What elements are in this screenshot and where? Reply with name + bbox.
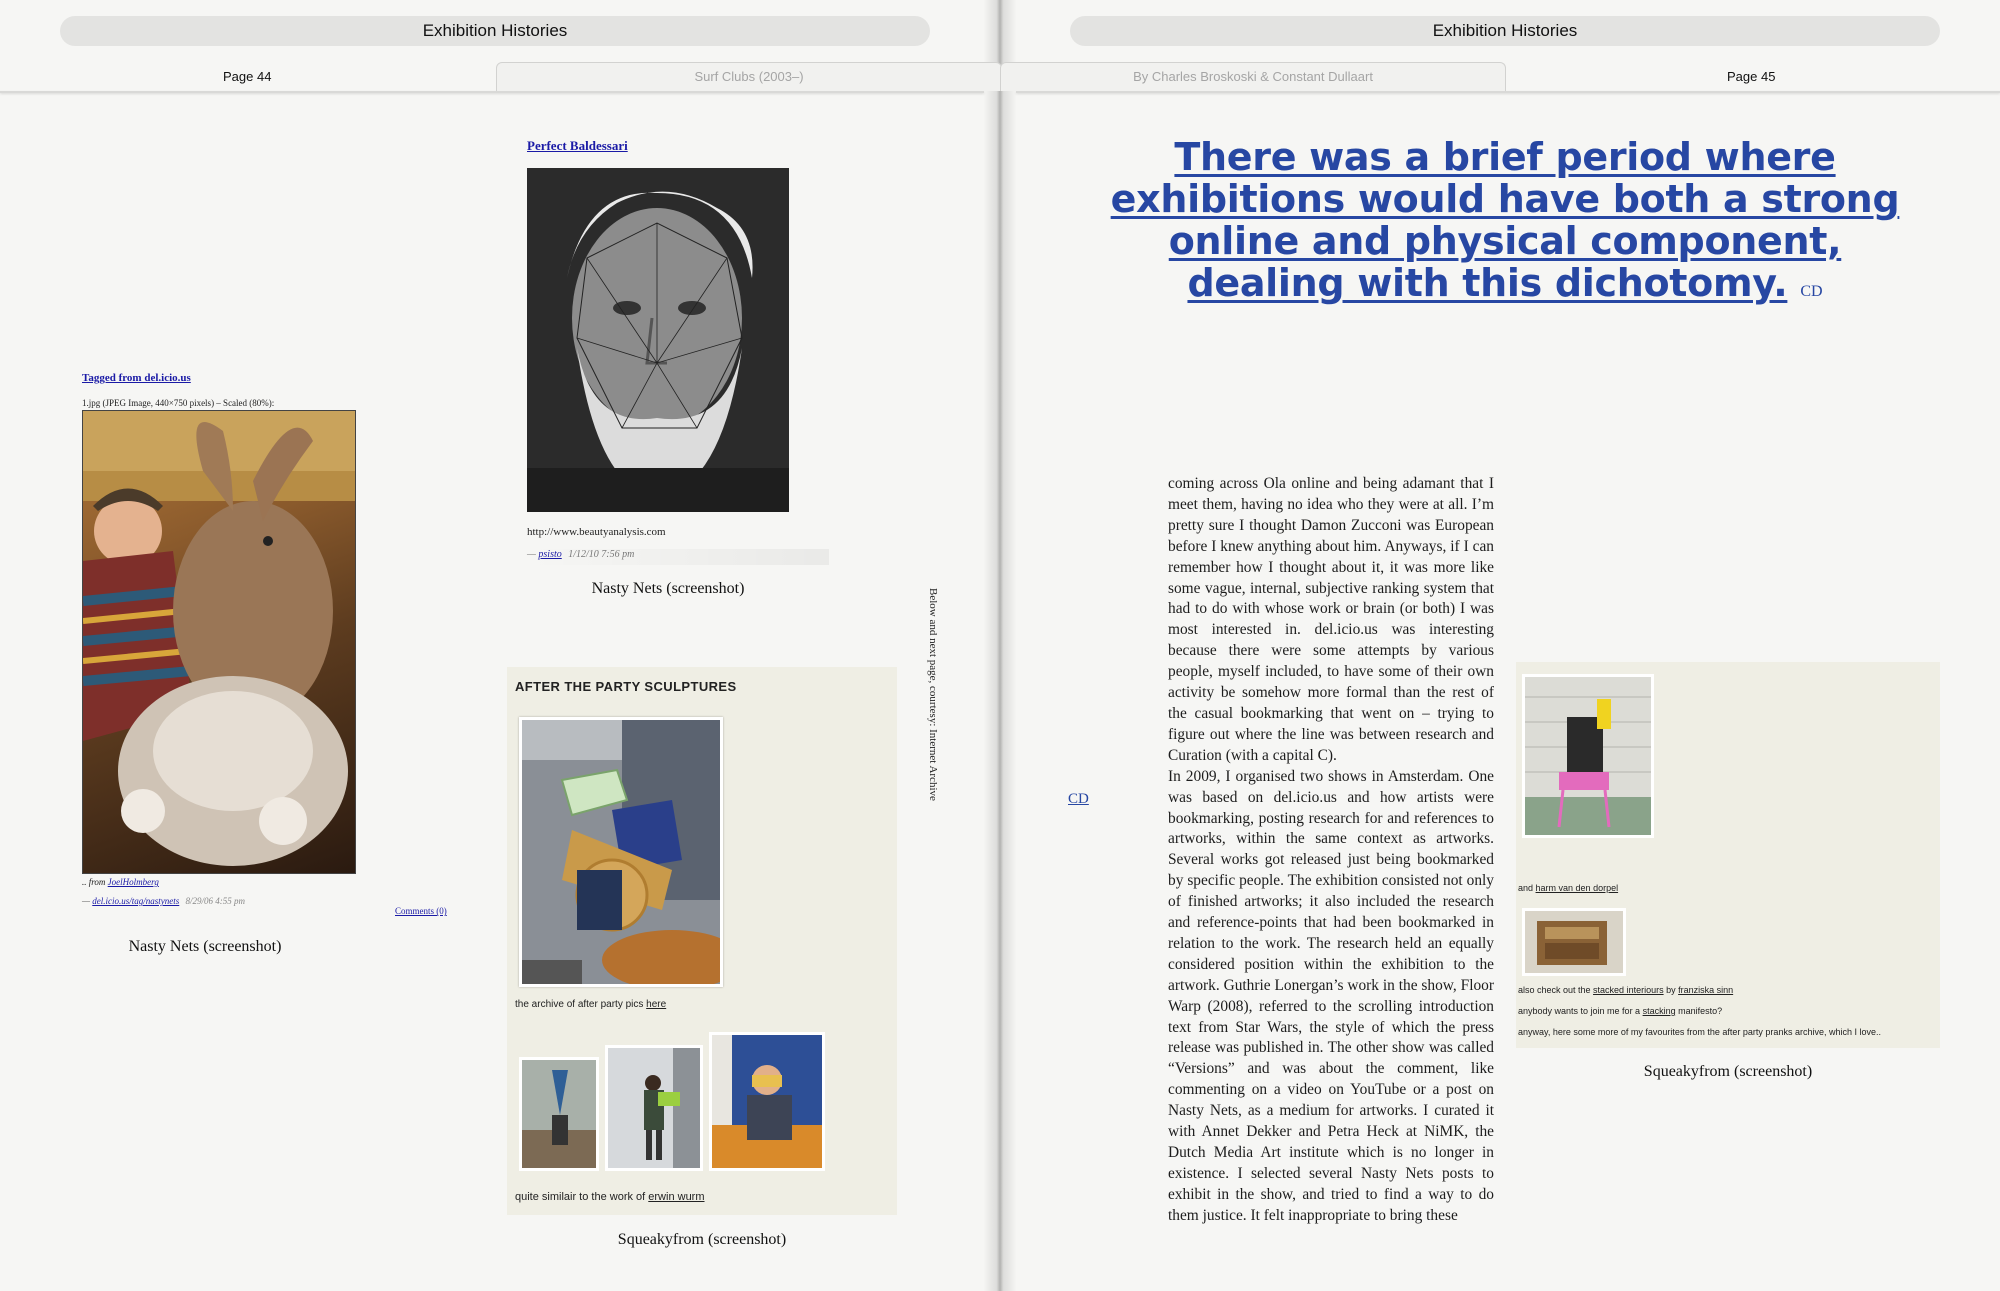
party-thumb-2 (605, 1045, 703, 1171)
pull-quote-attribution: CD (1800, 283, 1823, 300)
delicious-from-prefix: .. from (82, 877, 108, 887)
party-thumb-2-illustration (608, 1048, 700, 1168)
squeaky-line-2 (1518, 985, 1733, 995)
left-header-title: Exhibition Histories (60, 16, 930, 46)
pull-quote (1100, 136, 1910, 313)
squeaky-line-3 (1518, 1006, 1722, 1016)
squeaky-line-2-prefix: also check out the (1518, 985, 1594, 995)
party-similar-line (515, 1191, 705, 1203)
party-caption: Squeakyfrom (screenshot) (617, 1231, 787, 1248)
squeaky-photo-1-illustration (1525, 677, 1651, 835)
left-page-number: Page 44 (223, 69, 272, 84)
left-running-head: Surf Clubs (2003–) (496, 62, 1002, 91)
baldessari-author-link[interactable]: psisto (538, 549, 562, 560)
squeaky-line-2-mid: by (1663, 985, 1679, 995)
body-paragraph-2: In 2009, I organised two shows in Amsterdam. One was based on del.icio.us and how artists were bookmarking, posting research for and references to artworks, within the same context as artworks. Several works got released just being bookmarked by specific people. The exhibition consisted not only of finished artworks; it also included the research and reference-points that had been bookmarked in relation to the work. The research held an equally considered position within the exhibition to the artwork. Guthrie Lonergan’s work in the show, Floor Warp (2008), referred to the scrolling introduction text from Star Wars, the style of which the press release was published in. The other show was called “Versions” and was about the comment, like commenting on a video on YouTube or a post on Nasty Nets, as a medium for artworks. I curated it with Annet Dekker and Petra Heck at NiMK, the Dutch Media Art institute which is no longer in existence. I selected several Nasty Nets posts to exhibit in the show, and tried to find a way to do them justice. It felt inappropriate to bring these (1168, 767, 1494, 1224)
party-thumb-1 (519, 1057, 599, 1171)
squeaky-caption: Squeakyfrom (screenshot) (1643, 1063, 1813, 1080)
left-header-divider (0, 91, 984, 93)
squeaky-line-3-prefix: anybody wants to join me for a (1518, 1006, 1643, 1016)
pull-quote-text: There was a brief period where exhibitions would have both a strong online and physical component, dealing with this dichotomy. (1110, 135, 1900, 305)
party-thumb-3-illustration (712, 1035, 822, 1168)
side-attribution: CD (1068, 791, 1089, 807)
delicious-from-line (82, 877, 159, 887)
right-header-divider (1016, 91, 2000, 93)
squeaky-screenshot (1516, 662, 1940, 1048)
right-running-head: By Charles Broskoski & Constant Dullaart (1000, 62, 1506, 91)
delicious-meta-line: — del.icio.us/tag/nastynets 8/29/06 4:55 pm (82, 896, 246, 906)
delicious-tag-link[interactable]: del.icio.us/tag/nastynets (92, 896, 180, 906)
right-header-title: Exhibition Histories (1070, 16, 1940, 46)
delicious-title[interactable]: Tagged from del.icio.us (82, 372, 191, 384)
baldessari-caption: Nasty Nets (screenshot) (591, 580, 745, 597)
squeaky-line-1-prefix: and (1518, 883, 1536, 893)
book-gutter (983, 0, 1017, 1291)
delicious-caption: Nasty Nets (screenshot) (128, 938, 282, 955)
squeaky-harm-link[interactable]: harm van den dorpel (1535, 883, 1619, 893)
baldessari-url[interactable]: http://www.beautyanalysis.com (527, 526, 666, 538)
delicious-comments-link[interactable]: Comments (0) (395, 906, 447, 916)
squeaky-stacked-interiours-link[interactable]: stacked interiours (1593, 985, 1664, 995)
party-similar-link[interactable]: erwin wurm (648, 1191, 705, 1203)
image-credit-vertical: Below and next page, courtesy: Internet Archive (927, 588, 939, 801)
right-page-number: Page 45 (1727, 69, 1776, 84)
party-main-photo (519, 717, 723, 987)
party-thumb-1-illustration (522, 1060, 596, 1168)
body-paragraph-1: coming across Ola online and being adamant that I meet them, having no idea who they were at all. I’m pretty sure I thought Damon Zucconi was European before I knew anything about him. Anyways, if I can remember how I thought about it, it was more like some vague, internal, subjective ranking system that had to do with whose work or brain (or both) I was most interested in. del.icio.us was interesting because there were some attempts by various people, myself included, to have some of their own activity be somehow more formal than the rest of the casual bookmarking that went on – trying to figure out where the line was between research and Curation (with a capital C). (1168, 475, 1494, 764)
article-body (1168, 474, 1494, 1227)
baldessari-photo (527, 168, 789, 512)
party-thumb-3 (709, 1032, 825, 1171)
party-archive-text: the archive of after party pics (515, 999, 647, 1010)
party-archive-link[interactable]: here (646, 999, 667, 1010)
party-archive-line (515, 999, 666, 1010)
squeaky-photo-2-illustration (1525, 911, 1623, 973)
squeaky-franziska-link[interactable]: franziska sinn (1678, 985, 1734, 995)
squeaky-photo-1 (1522, 674, 1654, 838)
party-title: AFTER THE PARTY SCULPTURES (515, 679, 737, 694)
delicious-from-user-link[interactable]: JoelHolmberg (107, 877, 159, 887)
party-main-photo-illustration (522, 720, 720, 984)
squeaky-line-3-suffix: manifesto? (1675, 1006, 1723, 1016)
squeaky-stacking-link[interactable]: stacking (1642, 1006, 1676, 1016)
squeaky-line-1 (1518, 883, 1618, 893)
baldessari-photo-illustration (527, 168, 789, 512)
party-similar-text: quite similair to the work of (515, 1191, 649, 1203)
baldessari-title[interactable]: Perfect Baldessari (527, 138, 628, 153)
baldessari-screenshot (527, 138, 832, 563)
delicious-file-info: 1.jpg (JPEG Image, 440×750 pixels) – Scaled (80%): (82, 398, 275, 408)
rabbit-photo-illustration (83, 411, 355, 873)
delicious-timestamp: 8/29/06 4:55 pm (185, 896, 246, 906)
party-screenshot (507, 667, 897, 1215)
baldessari-timestamp: 1/12/10 7:56 pm (568, 549, 635, 560)
squeaky-line-4: anyway, here some more of my favourites from the after party pranks archive, which I love.. (1518, 1027, 1881, 1037)
delicious-screenshot (82, 372, 462, 922)
squeaky-photo-2 (1522, 908, 1626, 976)
rabbit-photo (82, 410, 356, 874)
baldessari-meta-line: — psisto 1/12/10 7:56 pm (527, 549, 829, 565)
